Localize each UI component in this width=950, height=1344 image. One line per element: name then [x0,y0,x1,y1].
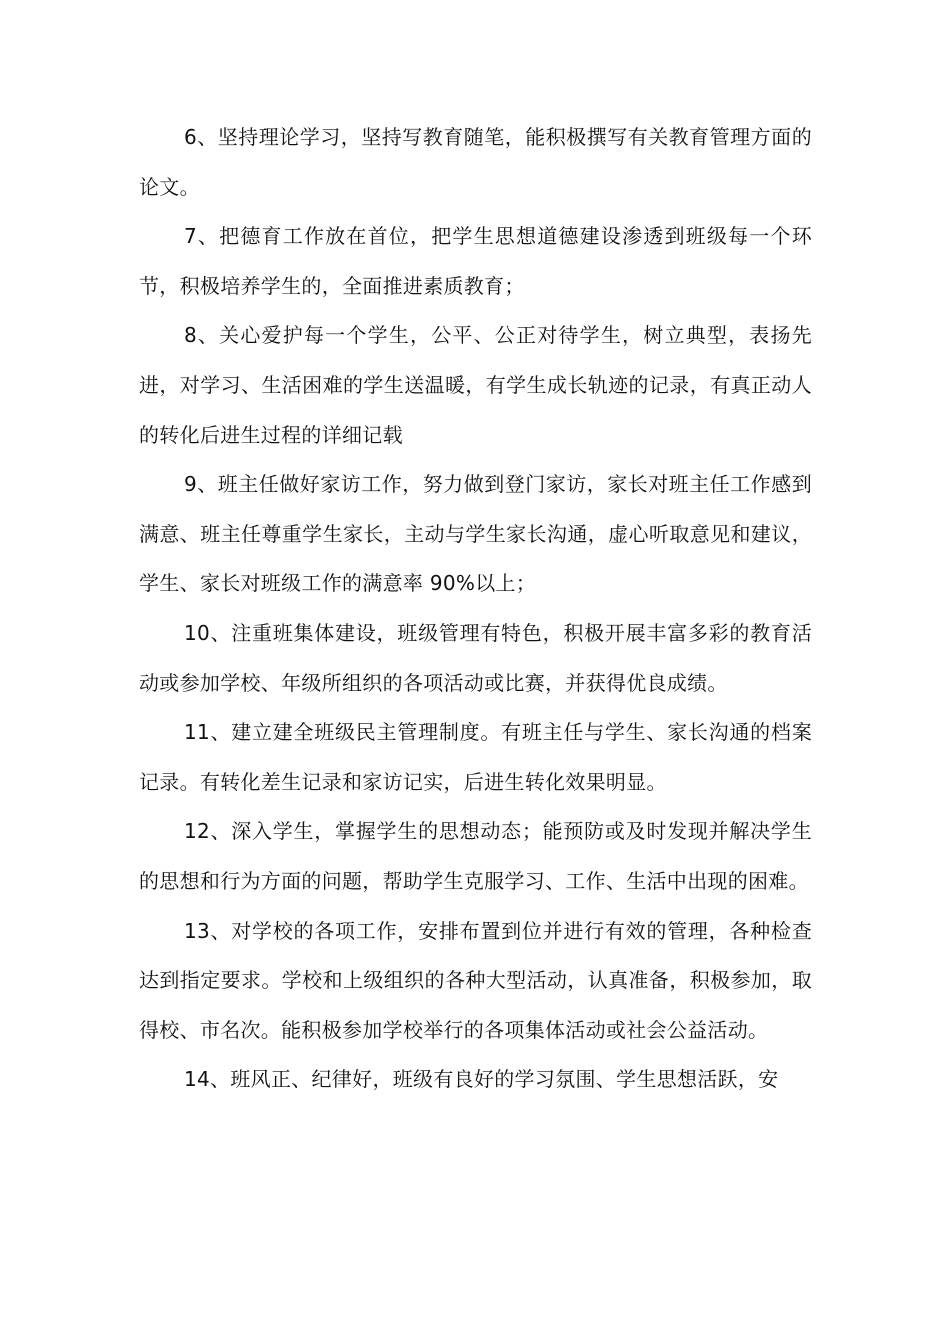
paragraph-item-6 [139,113,812,212]
paragraph-item-13 [139,907,812,1056]
paragraph-item-10 [139,609,812,708]
paragraph-line: 的论文。 [139,125,812,199]
paragraph-item-9 [139,460,812,609]
paragraph-item-7 [139,212,812,311]
paragraph-line: 到满意、班主任尊重学生家长，主动与学生家长沟通，虚心听取意见和 [139,472,812,546]
paragraph-line: 活动。 [707,1017,769,1042]
paragraph-line: 生的思想和行为方面的问题，帮助学生克服学习、工作、生活中出现的 [139,819,812,893]
paragraph-line: 建议，学生、家长对班级工作的满意率 90%以上； [139,521,812,596]
paragraph-line: 14、班风正、纪律好，班级有良好的学习氛围、学生思想活跃，安 [184,1067,779,1092]
paragraph-item-8 [139,311,812,460]
paragraph-line: 8、关心爱护每一个学生，公平、公正对待学生，树立典型，表扬先 [184,323,812,348]
paragraph-item-12 [139,807,812,906]
paragraph-line: 10、注重班集体建设，班级管理有特色，积极开展丰富多彩的教育 [184,620,792,645]
paragraph-line: 节，积极培养学生的，全面推进素质教育； [139,273,525,298]
paragraph-item-14 [139,1055,812,1105]
paragraph-line: 活动或参加学校、年级所组织的各项活动或比赛，并获得优良成绩。 [139,620,812,695]
paragraph-line: 加，取得校、市名次。能积极参加学校举行的各项集体活动或社会公益 [139,968,812,1042]
paragraph-line: 12、深入学生，掌握学生的思想动态；能预防或及时发现并解决学 [184,819,792,844]
paragraph-line: 案记录。有转化差生记录和家访记实，后进生转化效果明显。 [139,720,812,794]
document-body [139,113,812,1105]
paragraph-line: 6、坚持理论学习，坚持写教育随笔，能积极撰写有关教育管理方面 [184,125,792,149]
paragraph-line: 查达到指定要求。学校和上级组织的各种大型活动，认真准备，积极参 [139,918,812,993]
paragraph-line: 9、班主任做好家访工作，努力做到登门家访，家长对班主任工作感 [184,472,792,497]
paragraph-line: 动人的转化后进生过程的详细记载 [139,372,812,447]
paragraph-line: 进，对学习、生活困难的学生送温暖，有学生成长轨迹的记录，有真正 [139,372,772,397]
paragraph-line: 13、对学校的各项工作，安排布置到位并进行有效的管理，各种检 [184,918,792,943]
paragraph-line: 7、把德育工作放在首位，把学生思想道德建设渗透到班级每一个环 [184,224,812,249]
paragraph-line: 11、建立建全班级民主管理制度。有班主任与学生、家长沟通的档 [184,720,792,745]
paragraph-item-11 [139,708,812,807]
paragraph-line: 困难。 [748,868,809,893]
